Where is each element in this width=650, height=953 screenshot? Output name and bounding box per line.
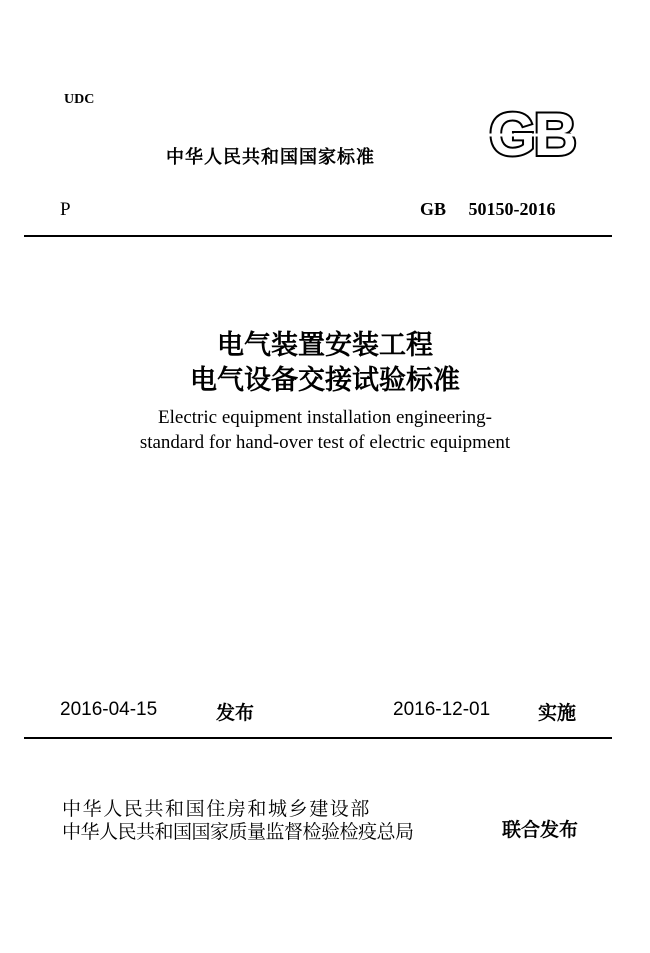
classification-code: P: [60, 199, 71, 220]
publish-label: 发布: [216, 702, 255, 724]
publish-date: 2016-04-15: [60, 699, 158, 720]
issuer-aqsiq: 中华人民共和国国家质量监督检验检疫总局: [62, 821, 414, 843]
title-cn-line2: 电气设备交接试验标准: [190, 365, 460, 396]
top-divider: [24, 235, 612, 237]
udc-label: UDC: [64, 92, 95, 107]
bottom-divider: [24, 737, 612, 739]
title-en-line1: Electric equipment installation engineering-: [158, 407, 492, 428]
effective-label: 实施: [538, 702, 577, 724]
title-cn-line1: 电气装置安装工程: [217, 330, 433, 361]
title-en-line2: standard for hand-over test of electric equipment: [139, 432, 511, 453]
gb-logo-text: GB: [489, 103, 575, 167]
effective-date: 2016-12-01: [393, 699, 491, 720]
standard-number: GB 50150-2016: [420, 199, 556, 219]
gb-logo: [476, 103, 588, 167]
national-standard-heading: 中华人民共和国国家标准: [166, 147, 375, 168]
joint-issue-label: 联合发布: [502, 819, 579, 841]
issuer-ministry-housing: 中华人民共和国住房和城乡建设部: [62, 798, 372, 820]
gb-logo-graphic: [476, 103, 588, 167]
